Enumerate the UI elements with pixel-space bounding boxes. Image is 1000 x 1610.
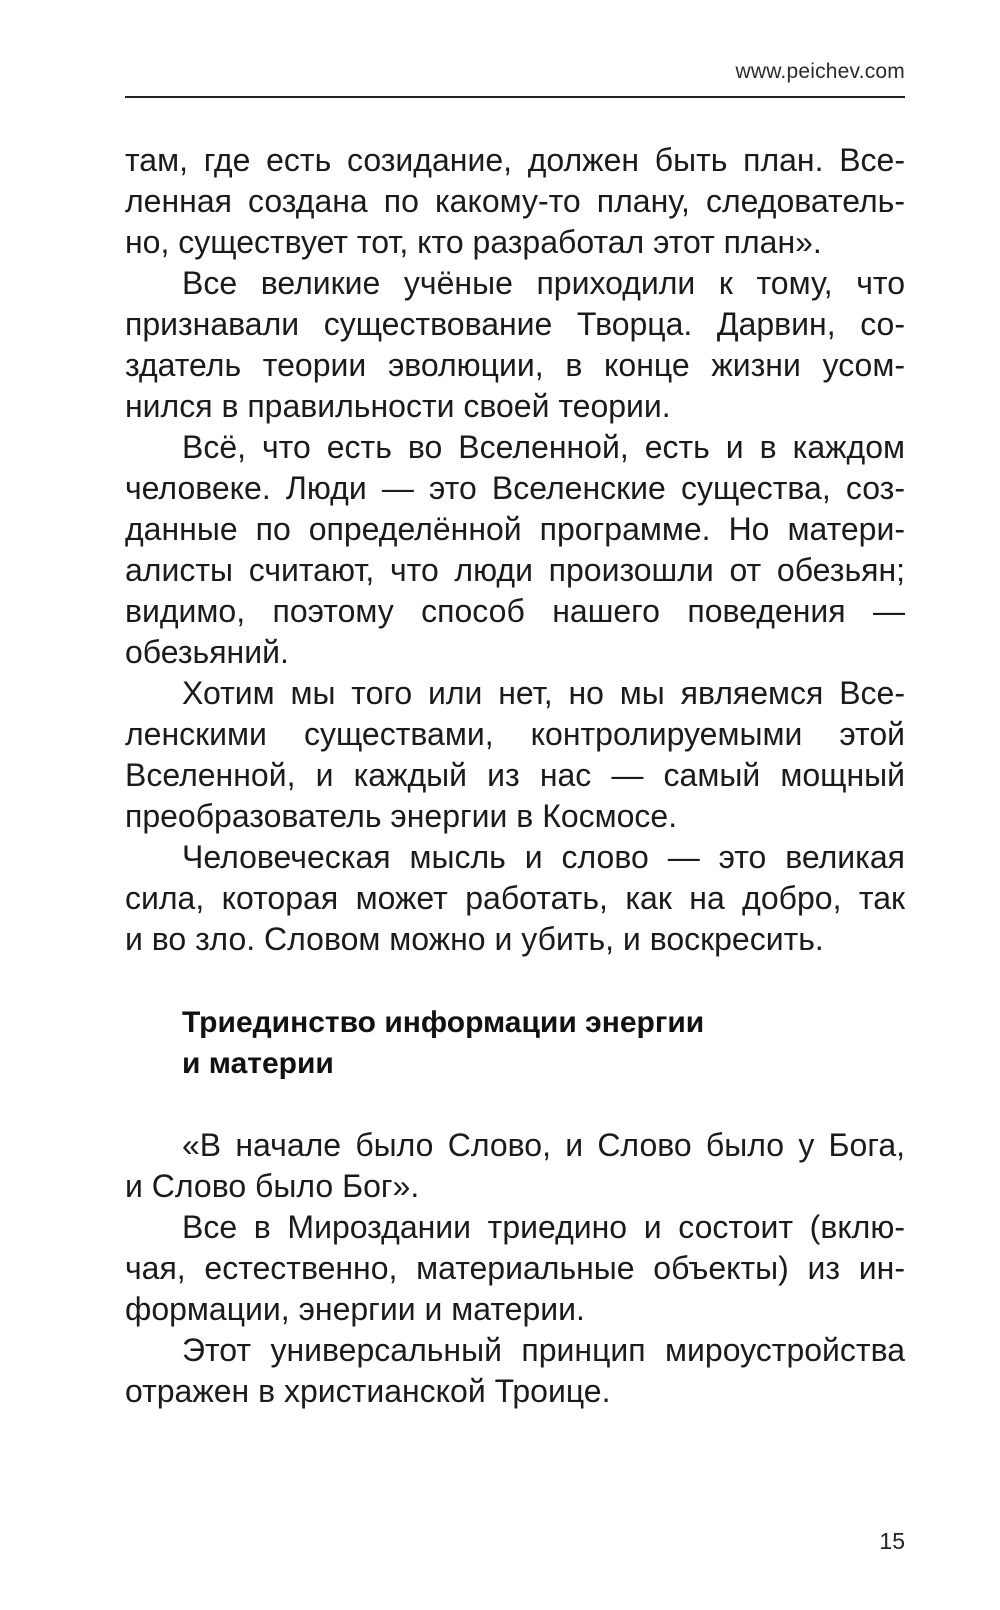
text-line: и Слово было Бог». [125,1168,420,1204]
paragraph [125,1330,905,1412]
text-line: и во зло. Словом можно и убить, и воскресить. [125,921,824,957]
page-header [125,58,905,98]
paragraph [125,1125,905,1207]
text-line: здатель теории эволюции, в конце жизни усом- [125,347,905,383]
paragraph [125,140,905,263]
heading-line: Триединство информации энергии [182,1006,705,1039]
text-line: Все в Мироздании триедино и состоит (вклю- [182,1209,905,1245]
text-line: данные по определённой программе. Но матери- [125,511,905,547]
text-line: Вселенной, и каждый из нас — самый мощный [125,757,905,793]
text-line: преобразователь энергии в Космосе. [125,798,678,834]
text-line: Всё, что есть во Вселенной, есть и в каждом [182,429,905,465]
text-line: там, где есть созидание, должен быть план. Все- [125,142,905,178]
text-line: нился в правильности своей теории. [125,388,671,424]
page-body [125,140,905,1412]
page-number: 15 [879,1528,905,1554]
text-line: «В начале было Слово, и Слово было у Бога, [182,1127,905,1163]
text-line: отражен в христианской Троице. [125,1373,611,1409]
paragraph [125,1207,905,1330]
text-line: но, существует тот, кто разработал этот план». [125,224,822,260]
text-line: Этот универсальный принцип мироустройства [182,1332,905,1368]
paragraph [125,427,905,673]
text-line: Человеческая мысль и слово — это великая [182,839,905,875]
text-line: видимо, поэтому способ нашего поведения — [125,593,905,629]
text-line: ленскими существами, контролируемыми этой [125,716,905,752]
text-line: Все великие учёные приходили к тому, что [182,265,905,301]
text-line: алисты считают, что люди произошли от обезьян; [125,552,905,588]
paragraph [125,837,905,960]
text-line: чая, естественно, материальные объекты) из ин- [125,1250,905,1286]
heading-line: и материи [182,1047,334,1080]
paragraph [125,673,905,837]
site-url: www.peichev.com [735,60,905,83]
section-heading [125,1002,905,1084]
text-line: Хотим мы того или нет, но мы являемся Все- [182,675,905,711]
text-line: ленная создана по какому-то плану, следователь- [125,183,905,219]
text-line: обезьяний. [125,634,289,670]
text-line: сила, которая может работать, как на добро, так [125,880,905,916]
text-line: признавали существование Творца. Дарвин, со- [125,306,905,342]
text-line: человеке. Люди — это Вселенские существа, соз- [125,470,905,506]
text-line: формации, энергии и материи. [125,1291,585,1327]
paragraph [125,263,905,427]
